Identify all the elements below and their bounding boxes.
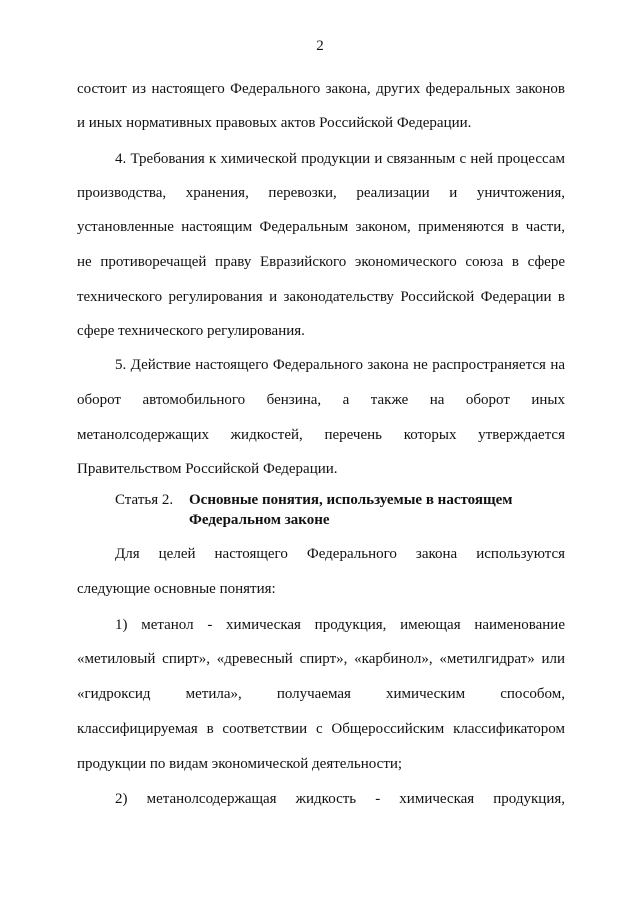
article-label: Статья 2. bbox=[115, 492, 174, 508]
text-line: не противоречащей праву Евразийского экономического союза в сфере bbox=[77, 254, 565, 270]
page-number: 2 bbox=[316, 38, 324, 54]
text-line: установленные настоящим Федеральным законом, применяются в части, bbox=[77, 219, 565, 235]
text-line: состоит из настоящего Федерального закона, других федеральных законов bbox=[77, 81, 565, 97]
text-line: производства, хранения, перевозки, реализации и уничтожения, bbox=[77, 185, 565, 201]
text-line: Правительством Российской Федерации. bbox=[77, 461, 338, 477]
text-line: метанолсодержащих жидкостей, перечень которых утверждается bbox=[77, 427, 565, 443]
article-title-line-1: Основные понятия, используемые в настоящем bbox=[189, 492, 513, 508]
text-line: 4. Требования к химической продукции и связанным с ней процессам bbox=[115, 151, 565, 167]
article-title-line-2: Федеральном законе bbox=[189, 512, 330, 528]
text-line: «гидроксид метила», получаемая химическим способом, bbox=[77, 686, 565, 702]
text-line: следующие основные понятия: bbox=[77, 581, 276, 597]
text-line: сфере технического регулирования. bbox=[77, 323, 305, 339]
text-line: продукции по видам экономической деятельности; bbox=[77, 756, 403, 772]
text-line: 1) метанол - химическая продукция, имеющая наименование bbox=[115, 617, 565, 633]
text-line: технического регулирования и законодательству Российской Федерации в bbox=[77, 289, 565, 305]
text-line: 2) метанолсодержащая жидкость - химическая продукция, bbox=[115, 791, 565, 807]
text-line: оборот автомобильного бензина, а также на оборот иных bbox=[77, 392, 565, 408]
text-line: классифицируемая в соответствии с Общероссийским классификатором bbox=[77, 721, 565, 737]
text-line: Для целей настоящего Федерального закона используются bbox=[115, 546, 565, 562]
text-line: 5. Действие настоящего Федерального закона не распространяется на bbox=[115, 357, 565, 373]
text-line: «метиловый спирт», «древесный спирт», «карбинол», «метилгидрат» или bbox=[77, 651, 565, 667]
text-line: и иных нормативных правовых актов Российской Федерации. bbox=[77, 115, 472, 131]
